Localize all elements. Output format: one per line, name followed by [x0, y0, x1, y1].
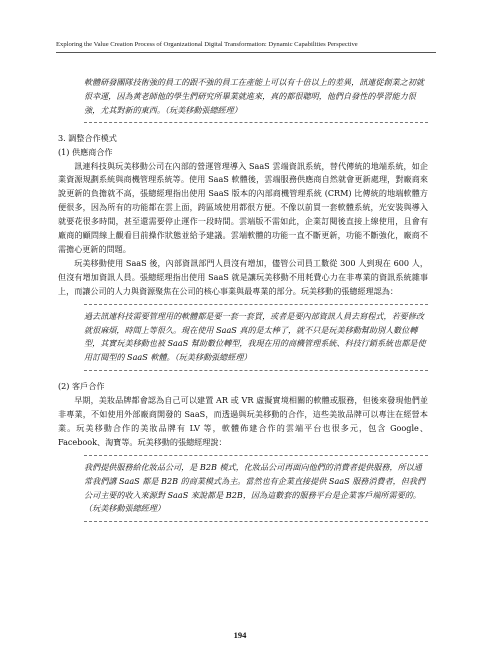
subsection-heading-customer: (2) 客戶合作 — [58, 381, 105, 392]
subsection-heading-supplier: (1) 供應商合作 — [58, 146, 113, 157]
body-paragraph-3: 早期，美妝品牌都會認為自己可以建置 AR 或 VR 虛擬實境相關的軟體或服務，但後來發現他們並非專業，不如使用外部廠商開發的 SaaS，而透過與玩美移動的合作，這些美妝品牌可以專注在經營本業。玩美移動合作的美妝品牌有 LV 等，軟體佈建合作的雲端平台也很多元，包含 Google、Facebook、淘寶等。玩美移動的張總經理說： — [58, 395, 428, 447]
section-heading-3: 3. 調整合作模式 — [58, 132, 117, 143]
page-number: 194 — [233, 630, 247, 640]
running-header: Exploring the Value Creation Process of Organizational Digital Transformation: Dynamic Capabilities Perspective — [56, 40, 436, 53]
interview-quote-3: 我們提供服務給化妝品公司，是 B2B 模式，化妝品公司再面向他們的消費者提供服務，所以通常我們講 SaaS 都是 B2B 的商業模式為主。當然也有企業直接提供 SaaS 服務消費者，但我們公司主要的收入來源對 SaaS 來說都是 B2B，因為這數套的服務平台是企業客戶端所需要的。（玩美移動張總經理） — [84, 455, 428, 523]
page-content — [58, 76, 428, 531]
interview-quote-2: 過去訊連科技需要管理用的軟體都是要一套一套買，或者是要內部資訊人員去寫程式，若要修改就很麻煩，時間上等很久。現在使用 SaaS 真的是太棒了，就不只是玩美移動幫助別人數位轉型，其實玩美移動也被 SaaS 幫助數位轉型，我現在用的商機管理系統、科技行銷系統也都是使用訂閱型的 SaaS 軟體。（玩美移動張總經理） — [84, 304, 428, 372]
body-paragraph-1: 訊連科技與玩美移動公司在內部的營運管理導入 SaaS 雲端資訊系統，替代傳統的地端系統，如企業資源規劃系統與商機管理系統等。使用 SaaS 軟體後，雲端服務供應商自然就會更新處理，對廠商來說更新的負擔就不高，張總經理指出使用 SaaS 版本的內部商機管理系統 (CRM) 比傳統的地端軟體方便很多，因為所有的功能都在雲上面，跨區域使用都很方便。不像以前買一套軟體系統，光安裝與導入就要花很多時間，甚至還需要停止運作一段時間。雲端版不需如此，企業訂閱後直接上線使用，且會有廠商的顧問線上觀看目前操作狀態並給予建議。雲端軟體的功能一直不斷更新，功能不斷強化，廠商不需擔心更新的問題。 — [58, 160, 428, 254]
interview-quote-1: 軟體研發團隊技術強的員工的跟不強的員工在產能上可以有十倍以上的差異，訊連從創業之初就很幸運，因為黃老師他的學生們研究所畢業就進來，真的都很聰明，他們自發性的學習能力很強，尤其對新的東西。（玩美移動張總經理） — [84, 76, 428, 123]
body-paragraph-2: 玩美移動使用 SaaS 後，內部資訊部門人員沒有增加，儘管公司員工數從 300 人到現在 600 人，但沒有增加資訊人員。張總經理指出使用 SaaS 就是讓玩美移動不用耗費心力在非專業的資訊系統雜事上，而讓公司的人力與資源聚焦在公司的核心事業與最專業的部分。玩美移動的張總經理認為： — [58, 257, 428, 296]
